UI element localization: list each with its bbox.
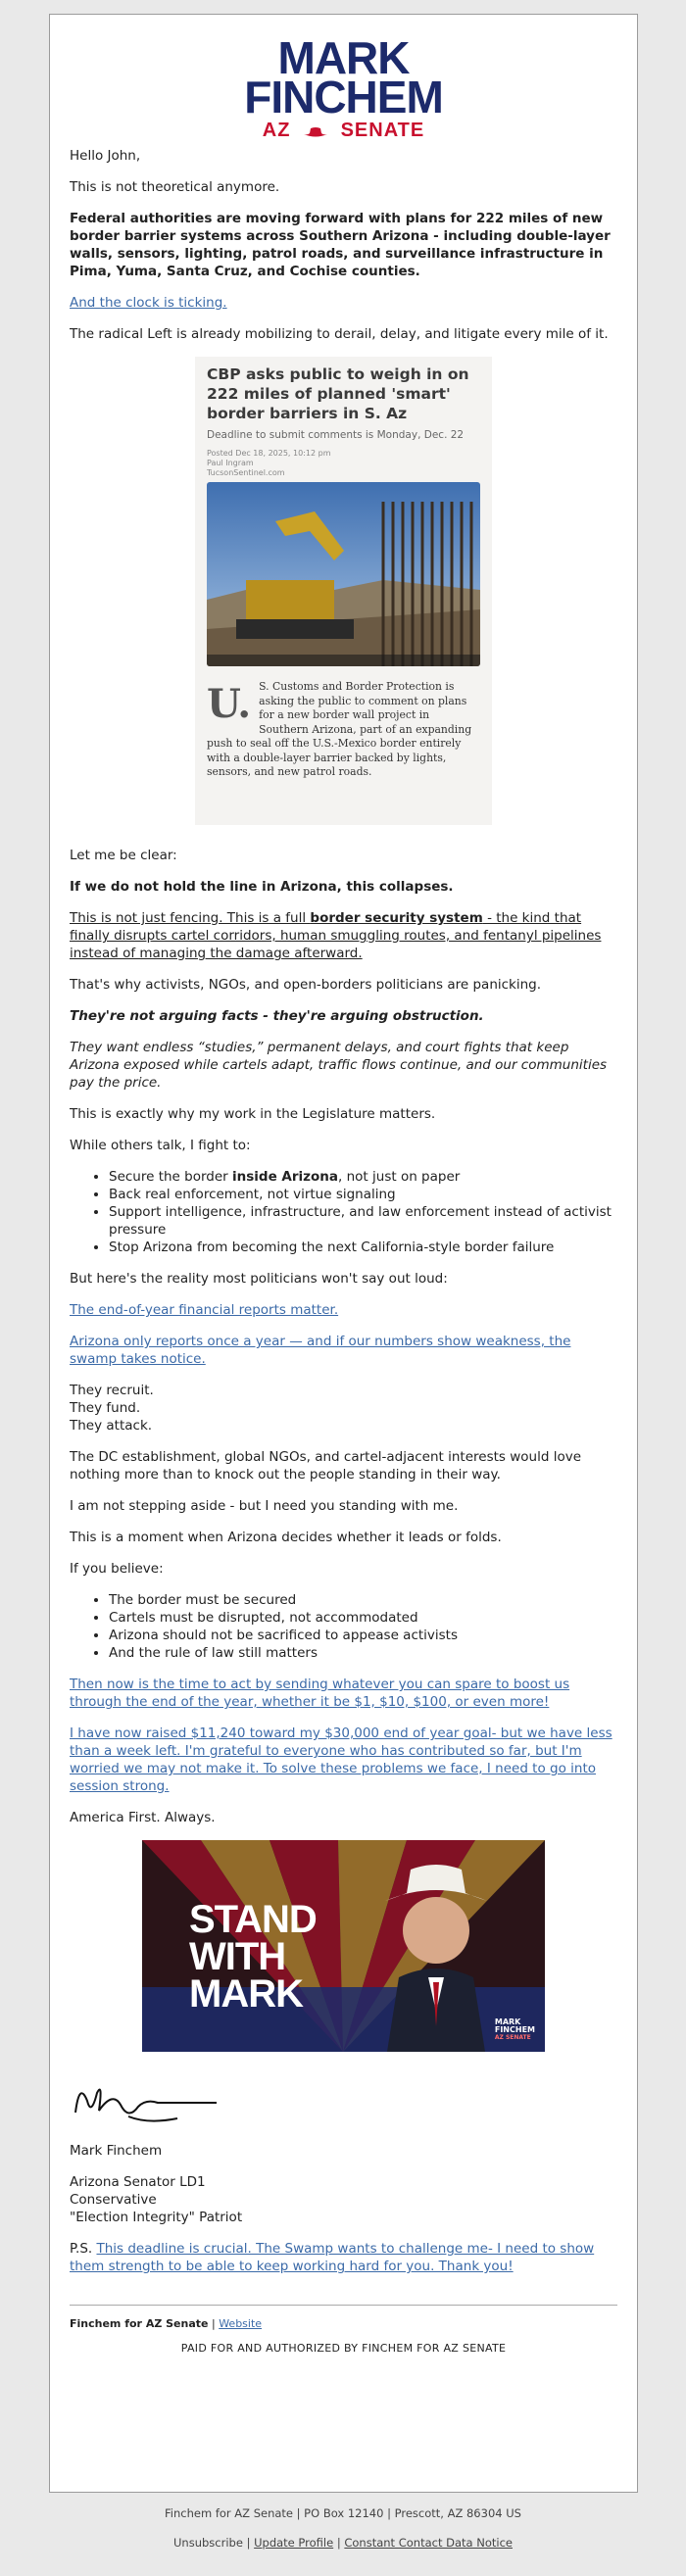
paragraph-hold-line: If we do not hold the line in Arizona, this collapses. (70, 879, 454, 895)
news-dropcap: U. (207, 681, 252, 727)
banner-mini-logo (495, 2018, 535, 2042)
fight-item: • Support intelligence, infrastructure, and law enforcement instead of activist pressure (109, 1203, 617, 1239)
signature-icon (70, 2073, 226, 2132)
mini-logo-line2: FINCHEM (494, 2025, 535, 2034)
email-card (49, 14, 638, 2493)
footer-website-link[interactable]: Website (219, 2317, 263, 2330)
paragraph-clear: Let me be clear: (70, 848, 177, 863)
fight-item-text-bold: inside Arizona (232, 1169, 339, 1185)
fight-item: • Stop Arizona from becoming the next California-style border failure (109, 1239, 617, 1256)
fight-list (109, 1168, 617, 1256)
link-donate-act-now[interactable]: Then now is the time to act by sending whatever you can spare to boost us through the end of the year, whether it be $1, $10, $100, or even more! (70, 1677, 570, 1710)
paragraph-panicking: That's why activists, NGOs, and open-borders politicians are panicking. (70, 977, 542, 993)
footer-org-line (70, 2317, 617, 2330)
paragraph-reality: But here's the reality most politicians won't say out loud: (70, 1271, 448, 1287)
signature-name: Mark Finchem (70, 2143, 163, 2159)
paragraph-stepping-aside: I am not stepping aside - but I need you standing with me. (70, 1498, 459, 1514)
news-headline: CBP asks public to weigh in on 222 miles of planned 'smart' border barriers in S. Az (207, 365, 469, 422)
believe-item: • Arizona should not be sacrificed to appease activists (109, 1627, 617, 1644)
logo-state: AZ (262, 120, 291, 141)
news-meta (195, 441, 492, 478)
paragraph-moment: This is a moment when Arizona decides whether it leads or folds. (70, 1530, 502, 1545)
paragraph-believe: If you believe: (70, 1561, 164, 1577)
mini-logo-line1: MARK (494, 2017, 521, 2026)
email-body (50, 147, 637, 2355)
news-posted: Posted Dec 18, 2025, 10:12 pm (207, 449, 331, 458)
believe-item: • Cartels must be disrupted, not accommodated (109, 1609, 617, 1627)
border-wall-photo (207, 482, 480, 666)
news-article-image (195, 357, 492, 825)
footer-links-sep: | (246, 2536, 255, 2550)
footer-address: Finchem for AZ Senate | PO Box 12140 | Prescott, AZ 86304 US (165, 2506, 521, 2520)
update-profile-link[interactable]: Update Profile (254, 2536, 334, 2550)
fencing-text-a: This is not just fencing. This is a full (70, 910, 311, 926)
title-senator: Arizona Senator LD1 (70, 2174, 206, 2190)
paragraph-legislature: This is exactly why my work in the Legislature matters. (70, 1106, 436, 1122)
paragraph-facts: They're not arguing facts - they're arguing obstruction. (70, 1008, 484, 1024)
signature (70, 2073, 617, 2132)
postscript (70, 2240, 617, 2275)
stand-with-mark-banner[interactable] (142, 1840, 545, 2052)
fight-item-text-a: Secure the border (109, 1169, 233, 1185)
fight-item-text-c: , not just on paper (338, 1169, 461, 1185)
footer-sep: | (208, 2317, 220, 2330)
text-recruit: They recruit. (70, 1383, 154, 1398)
footer-paid-for: PAID FOR AND AUTHORIZED BY FINCHEM FOR AZ SENATE (180, 2342, 507, 2355)
banner-line-stand: STAND (189, 1898, 317, 1941)
signature-titles (70, 2173, 617, 2226)
fight-item (109, 1168, 617, 1186)
fight-item: • Back real enforcement, not virtue signaling (109, 1186, 617, 1203)
excavator-photo-icon (207, 482, 480, 666)
banner-headline (189, 1898, 317, 2016)
paragraph-federal: Federal authorities are moving forward with plans for 222 miles of new border barrier systems across Southern Arizona - including double-layer walls, sensors, lighting, patrol roads, and surveillance infrastructure in Pima, Yuma, Santa Cruz, and Cochise counties. (70, 211, 611, 279)
paragraph-radical-left: The radical Left is already mobilizing to derail, delay, and litigate every mile of it. (70, 326, 609, 342)
footer-links (0, 2536, 686, 2550)
paragraph-others-talk: While others talk, I fight to: (70, 1138, 251, 1153)
mini-logo-line3: AZ SENATE (494, 2034, 531, 2041)
unsubscribe-link[interactable]: Unsubscribe (173, 2536, 243, 2550)
greeting: Hello John, (70, 148, 141, 164)
paragraph-fencing (70, 909, 617, 962)
link-postscript[interactable]: This deadline is crucial. The Swamp wants to challenge me- I need to show them strength to be able to keep working hard for you. Thank you! (70, 2241, 595, 2274)
constant-contact-link[interactable]: Constant Contact Data Notice (344, 2536, 513, 2550)
believe-list (109, 1591, 617, 1662)
paragraph-recruit-fund-attack (70, 1382, 617, 1434)
paragraph-america-first: America First. Always. (70, 1810, 216, 1825)
paragraph-studies: They want endless “studies,” permanent delays, and court fights that keep Arizona exposed while cartels adapt, traffic flows continue, and our communities pay the price. (70, 1040, 608, 1091)
link-clock-ticking[interactable]: And the clock is ticking. (70, 295, 227, 311)
title-conservative: Conservative (70, 2192, 157, 2208)
news-author: Paul Ingram (207, 459, 254, 467)
news-body (195, 666, 492, 780)
banner-line-with: WITH (189, 1935, 286, 1978)
logo-office (50, 119, 637, 142)
logo-office-name: SENATE (340, 120, 425, 141)
title-patriot: "Election Integrity" Patriot (70, 2210, 243, 2225)
logo-first-name: MARK (277, 32, 410, 83)
link-financial-reports[interactable]: The end-of-year financial reports matter. (70, 1302, 339, 1318)
paragraph-dc-establishment: The DC establishment, global NGOs, and cartel-adjacent interests would love nothing more than to knock out the people standing in their way. (70, 1449, 582, 1482)
fencing-text-c: - the kind that finally disrupts cartel corridors, human smuggling routes, and fentanyl pipelines instead of managing the damage afterward. (70, 910, 602, 961)
email-footer (0, 2506, 686, 2565)
logo-last-name: FINCHEM (244, 72, 443, 122)
footer-links-sep: | (336, 2536, 345, 2550)
banner-line-mark: MARK (189, 1972, 303, 2016)
believe-item: • The border must be secured (109, 1591, 617, 1609)
link-donate-goal[interactable]: I have now raised $11,240 toward my $30,000 end of year goal- but we have less than a week left. I'm grateful to everyone who has contributed so far, but I'm worried we may not make it. To solve these problems we face, I need to go into session strong. (70, 1725, 612, 1794)
campaign-logo (50, 15, 637, 147)
paragraph-theoretical: This is not theoretical anymore. (70, 179, 280, 195)
link-reports-once[interactable]: Arizona only reports once a year — and if our numbers show weakness, the swamp takes notice. (70, 1334, 571, 1367)
fencing-text-bold: border security system (310, 910, 483, 926)
text-attack: They attack. (70, 1418, 153, 1434)
footer-divider (70, 2305, 617, 2306)
cowboy-hat-icon (303, 125, 328, 137)
believe-item: • And the rule of law still matters (109, 1644, 617, 1662)
text-fund: They fund. (70, 1400, 141, 1416)
footer-org: Finchem for AZ Senate (70, 2317, 209, 2330)
news-subhead: Deadline to submit comments is Monday, Dec. 22 (207, 429, 465, 441)
ps-label: P.S. (70, 2241, 97, 2257)
news-source: TucsonSentinel.com (207, 468, 285, 477)
news-body-text: S. Customs and Border Protection is asking the public to comment on plans for a new border wall project in Southern Arizona, part of an expanding push to seal off the U.S.-Mexico border entirely with a double-layer barrier backed by lights, sensors, and new patrol roads. (207, 680, 472, 778)
